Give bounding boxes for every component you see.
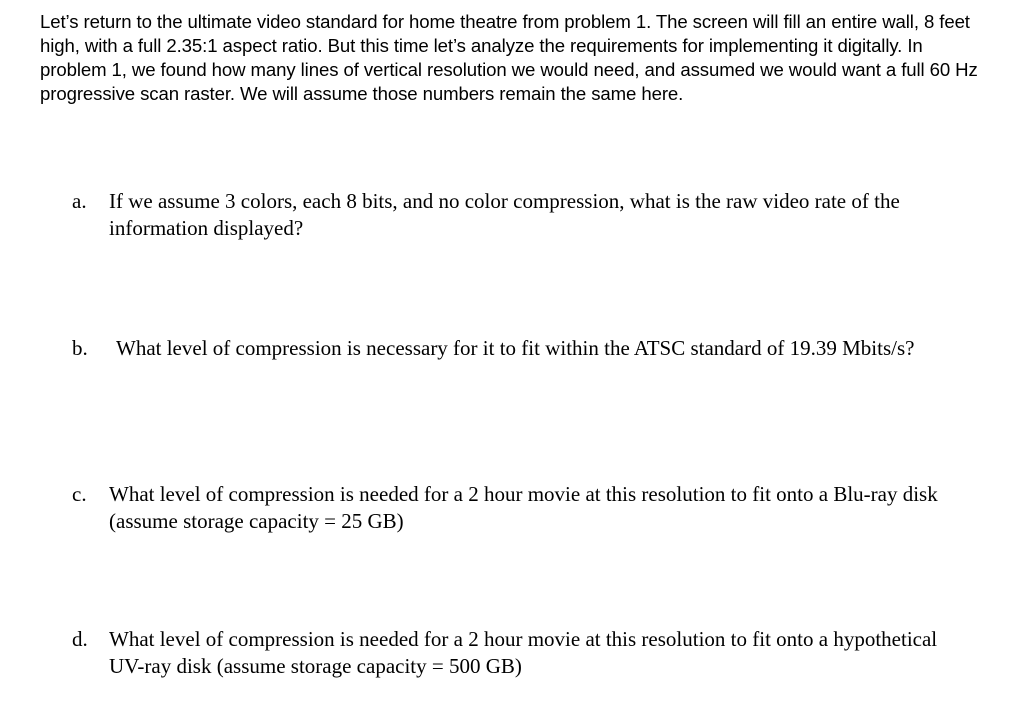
question-a-label: a.	[72, 189, 87, 213]
question-d	[72, 626, 972, 680]
question-a-text: If we assume 3 colors, each 8 bits, and no color compression, what is the raw video rate of the information displayed?	[109, 189, 900, 240]
question-b-label: b.	[72, 336, 88, 360]
question-c-label: c.	[72, 482, 87, 506]
question-b-text: What level of compression is necessary for it to fit within the ATSC standard of 19.39 Mbits/s?	[116, 336, 915, 360]
problem-intro-paragraph: Let’s return to the ultimate video standard for home theatre from problem 1. The screen will fill an entire wall, 8 feet high, with a full 2.35:1 aspect ratio. But this time let’s analyze the requirements for implementing it digitally. In problem 1, we found how many lines of vertical resolution we would need, and assumed we would want a full 60 Hz progressive scan raster. We will assume those numbers remain the same here.	[40, 11, 978, 104]
question-a	[72, 188, 972, 242]
question-b	[72, 335, 972, 362]
question-c-text: What level of compression is needed for a 2 hour movie at this resolution to fit onto a Blu-ray disk (assume storage capacity = 25 GB)	[109, 482, 938, 533]
question-d-text: What level of compression is needed for a 2 hour movie at this resolution to fit onto a hypothetical UV-ray disk (assume storage capacity = 500 GB)	[109, 627, 938, 678]
question-d-label: d.	[72, 627, 88, 651]
question-c	[72, 481, 972, 535]
